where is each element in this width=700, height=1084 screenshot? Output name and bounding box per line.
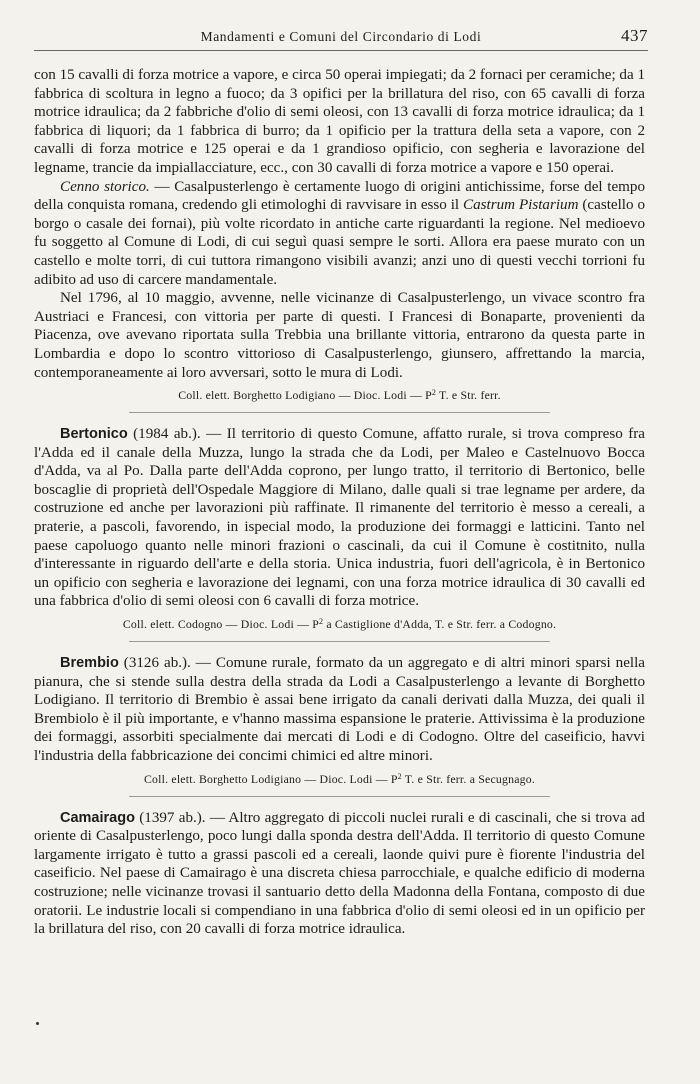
entry-paragraph (34, 654, 645, 766)
divider-rule (129, 641, 550, 642)
entry-population: (1984 ab.). (127, 426, 201, 443)
entry-population: (3126 ab.). (118, 655, 191, 672)
entry-paragraph (34, 425, 645, 611)
entry-text: — Altro aggregato di piccoli nuclei rurali e di cascinali, che si trova ad oriente di Casalpusterlengo, poco lungi dalla sponda destra dell'Adda. Il territorio di questo Comune largamente irrigato è tutto a grassi pascoli ed a cereali, laonde quivi pure è fiorente l'industria del caseificio. Nel paese di Camairago è una discreta chiesa parrocchiale, e qualche edificio di moderna costruzione; nelle vicinanze trovasi il santuario detto della Madonna della Fontana, composto di due oratorii. Le industrie locali si compendiano in una fabbrica d'olio di semi oleosi ed in un opificio per la brillatura del riso, con 20 cavalli di forza motrice idraulica. (34, 809, 645, 938)
entry-text: — Il territorio di questo Comune, affatto rurale, si trova compreso fra l'Adda ed il canale della Muzza, lungo la strada che da Lodi, per Maleo e Castelnuovo Bocca d'Adda, va al Po. Dalla parte dell'Adda coprono, per lungo tratto, il territorio di Bertonico, belle boscaglie di proprietà dell'Ospedale Maggiore di Milano, dalle quali si trae legname per ardere, da costruzione ed anche per lavorazioni più raffinate. Il rimanente del territorio è messo a cereali, a praterie, a pascoli, favorendo, in ispecial modo, la produzione dei formaggi e latticini. Tanto nel paese capoluogo quanto nelle minori frazioni o cascinali, da cui il Comune è costitnito, nulla d'interessante in riguardo dell'arte e della storia. Unica industria, fuori dell'agricola, è in Bertonico un opificio con segheria e lavorazione dei legnami, con una forza motrice idraulica di 30 cavalli ed una fabbrica d'olio di semi oleosi con 6 cavalli di forza motrice. (34, 426, 645, 610)
entry-brembio (34, 654, 645, 797)
entry-text: — Comune rurale, formato da un aggregato e di altri minori sparsi nella pianura, che si stende sulla destra della strada da Lodi a Casalpusterlengo a levante di Borghetto Lodigiano. Il territorio di Brembio è assai bene irrigato da canali derivati dalla Muzza, dei quali il Brembiolo è il più importante, e v'hanno massima espansione le praterie. Attivissima è la produzione dei formaggi, assorbiti specialmente dai mercati di Lodi e di Codogno. Oltre del caseificio, havvi l'industria della fabbricazione dei concimi chimici ed altre minori. (34, 655, 645, 764)
entry-camairago (34, 809, 645, 939)
entry-name: Brembio (60, 655, 119, 672)
entry-paragraph (34, 809, 645, 939)
entry-bertonico (34, 425, 645, 642)
historical-text-a: — Casalpusterlengo è certamente luogo di origini antichissime, forse del tempo della conquista romana, credendo gli etimologhi di ravvisare in esso il (34, 178, 645, 214)
intro-paragraph-1: con 15 cavalli di forza motrice a vapore, e circa 50 operai impiegati; da 2 fornaci per ceramiche; da 1 fabbrica di scoltura in legno a fuoco; da 3 opifici per la brillatura del riso, con 65 cavalli di forza motrice idraulica; da 2 fabbriche d'olio di semi oleosi, con 13 cavalli di forza motrice idraulica; da 1 fabbrica di liquori; da 1 fabbrica di burro; da 1 opificio per la trattura della seta a vapore, con 2 cavalli di forza motrice e 125 operai e da 1 grandioso opificio, con segheria e lavorazione del legname, trancie da impiallacciature, ecc., con 30 cavalli di forza motrice a vapore e 150 operai. (34, 67, 646, 176)
latin-term: Castrum Pistarium (463, 197, 579, 214)
page-body (34, 66, 645, 939)
entry-population: (1397 ab.). (134, 809, 206, 826)
collegio-line: Coll. elett. Borghetto Lodigiano — Dioc. Lodi — $P^2$ T. e Str. ferr. a Secugnago. (143, 771, 536, 786)
page-number: 437 (621, 26, 648, 45)
intro-paragraph-historical (34, 178, 645, 290)
historical-text-b: (castello o borgo o casale dei fornai), più volte ricordato in antiche carte riguardanti la regione. Nel medioevo fu soggetto al Comune di Lodi, di cui seguì quasi sempre le sorti. Allora era paese murato con un castello e molte torri, di cui tuttora rimangono visibili avanzi; anzi uno di questi vecchi torrioni fu adibito ad uso di carcere mandamentale. (34, 197, 645, 288)
section-label-cenno-storico: Cenno storico. (60, 178, 150, 195)
running-header (34, 26, 648, 51)
header-title: Mandamenti e Comuni del Circondario di Lodi (200, 29, 482, 44)
entry-name: Camairago (60, 809, 135, 826)
intro-paragraph-1796: Nel 1796, al 10 maggio, avvenne, nelle vicinanze di Casalpusterlengo, un vivace scontro fra Austriaci e Francesi, con vittoria per parte di questi. I Francesi di Bonaparte, provenienti da Piacenza, ove avevano riportata sulla Trebbia una brillante vittoria, entrarono da questa parte in Lombardia e dopo lo scontro vittorioso di Casalpusterlengo, giunsero, affrettando la marcia, contemporaneamente ai loro avversari, sotto le mura di Lodi. (34, 290, 645, 381)
margin-dot (36, 1022, 39, 1025)
collegio-line-casalpusterlengo: Coll. elett. Borghetto Lodigiano — Dioc. Lodi — $P^2$ T. e Str. ferr. (178, 388, 501, 403)
entry-name: Bertonico (60, 426, 128, 443)
collegio-line: Coll. elett. Codogno — Dioc. Lodi — $P^2$ a Castiglione d'Adda, T. e Str. ferr. a Codogno. (122, 617, 557, 632)
divider-rule (129, 796, 550, 797)
divider-rule (129, 412, 550, 413)
